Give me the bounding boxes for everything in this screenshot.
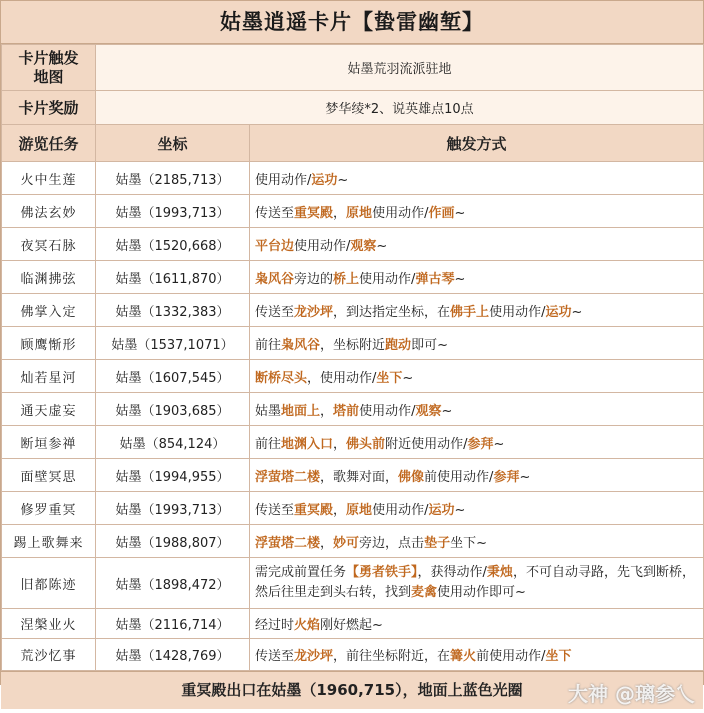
- task-name: 面壁冥思: [2, 459, 96, 492]
- task-method: [250, 162, 704, 195]
- task-coordinate: 姑墨（2185,713）: [96, 162, 250, 195]
- task-coordinate: 姑墨（1903,685）: [96, 393, 250, 426]
- highlight-text: 妙可: [333, 535, 360, 551]
- task-coordinate: 姑墨（1993,713）: [96, 492, 250, 525]
- task-method: [250, 639, 704, 671]
- table-row: [2, 525, 704, 558]
- task-name: 灿若星河: [2, 360, 96, 393]
- task-coordinate: 姑墨（1607,545）: [96, 360, 250, 393]
- task-method: [250, 525, 704, 558]
- method-text: ，: [320, 403, 334, 419]
- highlight-text: 塔前: [333, 403, 360, 419]
- method-text: 传送至: [255, 649, 295, 664]
- highlight-text: 参拜: [467, 436, 494, 452]
- header-coord: 坐标: [96, 125, 250, 162]
- highlight-text: 麦禽: [411, 585, 438, 600]
- header-method: 触发方式: [250, 125, 704, 162]
- method-text: 使用动作/: [255, 172, 312, 188]
- highlight-text: 佛手上: [450, 304, 490, 320]
- highlight-text: 运功: [311, 172, 338, 188]
- table-row: [2, 162, 704, 195]
- table-row: [2, 294, 704, 327]
- method-text: ，坐标附近: [320, 337, 386, 353]
- trigger-map-value: 姑墨荒羽流派驻地: [96, 45, 704, 91]
- reward-value: 梦华绫*2、说英雄点10点: [96, 91, 704, 125]
- highlight-text: 火焰: [294, 618, 321, 633]
- method-text: ，使用动作/: [307, 370, 377, 386]
- highlight-text: 弹古琴: [415, 271, 455, 287]
- highlight-text: 坐下: [376, 370, 403, 386]
- highlight-text: 原地: [346, 205, 373, 221]
- highlight-text: 运功: [545, 304, 572, 320]
- task-method: [250, 360, 704, 393]
- method-text: ~: [519, 469, 531, 485]
- table-row: [2, 327, 704, 360]
- method-text: ，: [333, 205, 347, 221]
- task-method: [250, 261, 704, 294]
- method-text: 传送至: [255, 502, 295, 518]
- method-text: ，前往坐标附近，在: [333, 649, 451, 664]
- task-method: [250, 609, 704, 639]
- method-text: 使用动作/: [372, 502, 429, 518]
- method-text: 使用动作/: [359, 403, 416, 419]
- table-row: [2, 426, 704, 459]
- method-text: 前往: [255, 337, 282, 353]
- task-coordinate: 姑墨（2116,714）: [96, 609, 250, 639]
- method-text: 前往: [255, 436, 282, 452]
- method-text: 需完成前置任务: [255, 565, 347, 580]
- highlight-text: 浮萤塔二楼: [255, 535, 321, 551]
- highlight-text: 佛像: [398, 469, 425, 485]
- highlight-text: 龙沙坪: [294, 649, 334, 664]
- task-name: 火中生莲: [2, 162, 96, 195]
- method-text: 刚好燃起~: [320, 618, 383, 633]
- task-coordinate: 姑墨（1611,870）: [96, 261, 250, 294]
- method-text: ，歌舞对面，: [320, 469, 399, 485]
- highlight-text: 运功: [428, 502, 455, 518]
- method-text: ，: [333, 502, 347, 518]
- task-name: 佛掌入定: [2, 294, 96, 327]
- method-text: ，: [333, 436, 347, 452]
- task-coordinate: 姑墨（1993,713）: [96, 195, 250, 228]
- method-text: ，到达指定坐标，在: [333, 304, 451, 320]
- highlight-text: 枭风谷: [255, 271, 295, 287]
- method-text: ~: [493, 436, 505, 452]
- card-table: [1, 44, 704, 671]
- method-text: 姑墨: [255, 403, 282, 419]
- task-coordinate: 姑墨（1332,383）: [96, 294, 250, 327]
- watermark: 大神 @璃参乀: [568, 682, 695, 706]
- footer-text: 重冥殿出口在姑墨（1960,715），地面上蓝色光圈: [181, 681, 523, 699]
- page-title: 姑墨逍遥卡片【蛰雷幽堑】: [1, 1, 703, 44]
- task-coordinate: 姑墨（1898,472）: [96, 558, 250, 609]
- reward-label: 卡片奖励: [2, 91, 96, 125]
- highlight-text: 原地: [346, 502, 373, 518]
- table-row: [2, 228, 704, 261]
- task-method: [250, 228, 704, 261]
- method-text: ，获得动作/: [417, 565, 487, 580]
- highlight-text: 作画: [428, 205, 455, 221]
- method-text: 经过时: [255, 618, 295, 633]
- method-text: 使用动作/: [294, 238, 351, 254]
- task-name: 旧都陈迹: [2, 558, 96, 609]
- highlight-text: 重冥殿: [294, 205, 334, 221]
- method-text: ~: [454, 271, 466, 287]
- method-text: ，不可自动寻路，先飞到断桥，然后往里走到头右转，找到: [255, 565, 695, 600]
- task-method: [250, 459, 704, 492]
- method-text: 传送至: [255, 304, 295, 320]
- method-text: ~: [571, 304, 583, 320]
- task-name: 夜冥石脉: [2, 228, 96, 261]
- task-method: [250, 294, 704, 327]
- table-row: [2, 609, 704, 639]
- table-row: [2, 360, 704, 393]
- table-row: [2, 393, 704, 426]
- task-method: [250, 426, 704, 459]
- method-text: 传送至: [255, 205, 295, 221]
- method-text: 使用动作/: [489, 304, 546, 320]
- method-text: 使用动作/: [359, 271, 416, 287]
- method-text: ~: [337, 172, 349, 188]
- task-name: 顾鹰惭形: [2, 327, 96, 360]
- task-name: 荒沙忆事: [2, 639, 96, 671]
- method-text: ~: [454, 502, 466, 518]
- task-coordinate: 姑墨（1537,1071）: [96, 327, 250, 360]
- task-method: [250, 393, 704, 426]
- table-row: [2, 459, 704, 492]
- task-method: [250, 327, 704, 360]
- task-name: 断垣参禅: [2, 426, 96, 459]
- method-text: 旁边，点击: [359, 535, 425, 551]
- task-coordinate: 姑墨（1428,769）: [96, 639, 250, 671]
- highlight-text: 平台边: [255, 238, 295, 254]
- task-coordinate: 姑墨（1988,807）: [96, 525, 250, 558]
- highlight-text: 龙沙坪: [294, 304, 334, 320]
- task-name: 临渊拂弦: [2, 261, 96, 294]
- task-method: [250, 492, 704, 525]
- task-coordinate: 姑墨（1520,668）: [96, 228, 250, 261]
- highlight-text: 参拜: [493, 469, 520, 485]
- table-row: [2, 261, 704, 294]
- task-coordinate: 姑墨（854,124）: [96, 426, 250, 459]
- task-name: 通天虚妄: [2, 393, 96, 426]
- table-row: [2, 195, 704, 228]
- highlight-text: 坐下: [545, 649, 572, 664]
- highlight-text: 篝火: [450, 649, 477, 664]
- task-coordinate: 姑墨（1994,955）: [96, 459, 250, 492]
- method-text: 附近使用动作/: [385, 436, 468, 452]
- task-name: 佛法玄妙: [2, 195, 96, 228]
- footer-note: [1, 671, 703, 709]
- task-method: [250, 195, 704, 228]
- highlight-text: 佛头前: [346, 436, 386, 452]
- highlight-text: 观察: [350, 238, 377, 254]
- method-text: 旁边的: [294, 271, 334, 287]
- table-row: [2, 639, 704, 671]
- method-text: ，: [320, 535, 334, 551]
- highlight-text: 枭风谷: [281, 337, 321, 353]
- highlight-text: 秉烛: [486, 565, 513, 580]
- highlight-text: 地渊入口: [281, 436, 334, 452]
- highlight-text: 观察: [415, 403, 442, 419]
- trigger-map-label: 卡片触发 地图: [2, 45, 96, 91]
- task-name: 修罗重冥: [2, 492, 96, 525]
- table-header: [2, 125, 704, 162]
- highlight-text: 重冥殿: [294, 502, 334, 518]
- method-text: 使用动作/: [372, 205, 429, 221]
- task-method: [250, 558, 704, 609]
- method-text: 坐下~: [450, 535, 487, 551]
- highlight-text: 浮萤塔二楼: [255, 469, 321, 485]
- table-row: [2, 492, 704, 525]
- task-name: 踢上歌舞来: [2, 525, 96, 558]
- highlight-text: 桥上: [333, 271, 360, 287]
- header-task: 游览任务: [2, 125, 96, 162]
- method-text: 前使用动作/: [476, 649, 546, 664]
- highlight-text: 跑动: [385, 337, 412, 353]
- highlight-text: 地面上: [281, 403, 321, 419]
- method-text: ~: [454, 205, 466, 221]
- method-text: ~: [376, 238, 388, 254]
- highlight-text: 【勇者铁手】: [346, 565, 418, 580]
- highlight-text: 垫子: [424, 535, 451, 551]
- task-name: 涅槃业火: [2, 609, 96, 639]
- method-text: 前使用动作/: [424, 469, 494, 485]
- trigger-map-row: [2, 45, 704, 91]
- method-text: ~: [441, 403, 453, 419]
- table-row: [2, 558, 704, 609]
- method-text: 即可~: [411, 337, 448, 353]
- method-text: ~: [402, 370, 414, 386]
- highlight-text: 断桥尽头: [255, 370, 308, 386]
- method-text: 使用动作即可~: [437, 585, 526, 600]
- reward-row: [2, 91, 704, 125]
